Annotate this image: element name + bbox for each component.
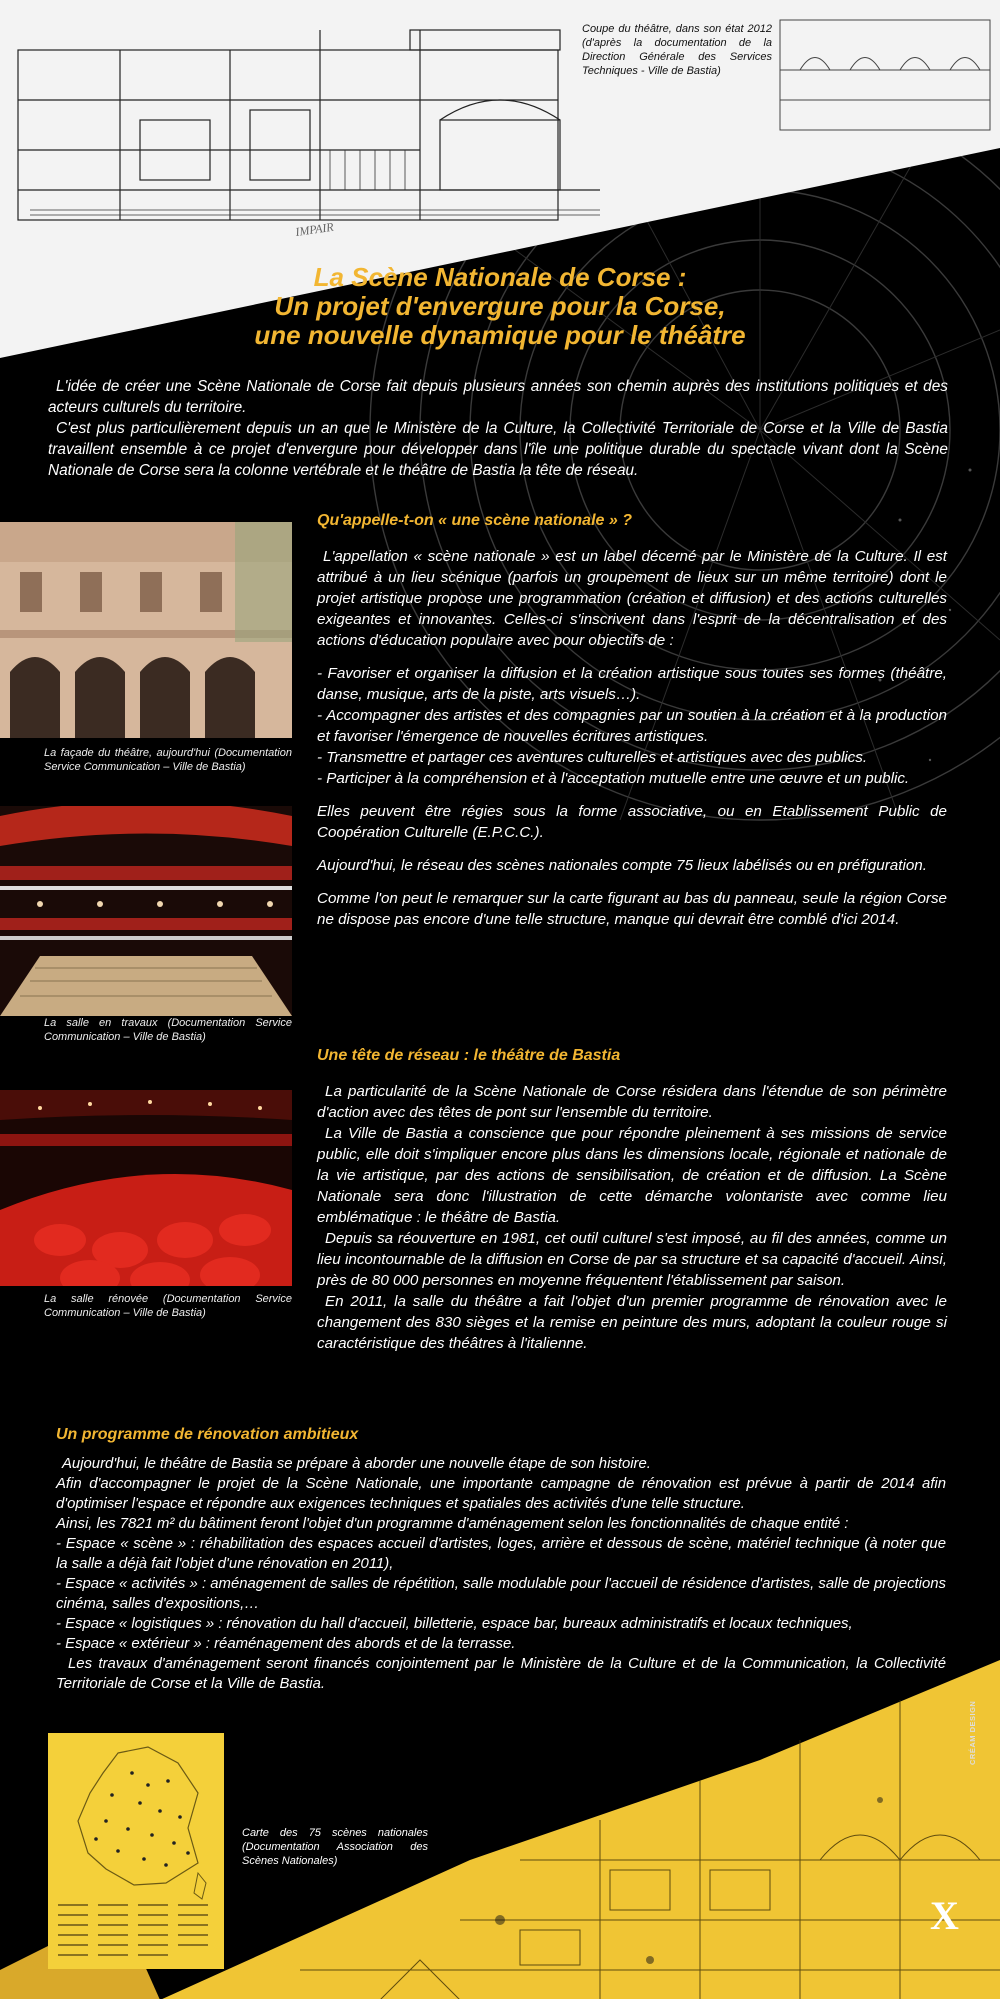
paragraph: Comme l'on peut le remarquer sur la carte figurant au bas du panneau, seule la région Corse ne dispose pas encore d'une telle structure, manque qui devrait être comblé d'ici 2014. [317,890,947,928]
section-heading-scene-nationale: Qu'appelle-t-on « une scène nationale » ? [317,512,632,529]
paragraph: La Ville de Bastia a conscience que pour répondre pleinement à ses missions de service public, elle doit s'impliquer encore plus dans les dimensions locale, régionale et nationale de la vie artistique, par des actions de sensibilisation, de création et de diffusion. La Scène Nationale sera donc l'illustration de cette démarche volontariste avec comme lieu emblématique : le théâtre de Bastia. [317,1125,947,1226]
section-tete-de-reseau-text [317,1081,947,1354]
scenes-nationales-map [48,1733,224,1969]
list-item: - Espace « scène » : réhabilitation des espaces accueil d'artistes, loges, arrière et dessous de scène, matériel technique (à noter que la salle a déjà fait l'objet d'une rénovation en 2011), [56,1536,946,1572]
list-item: - Espace « activités » : aménagement de salles de répétition, salle modulable pour l'accueil de résidence d'artistes, salle de projections cinéma, salles d'expositions,… [56,1576,946,1612]
section-heading-renovation: Un programme de rénovation ambitieux [56,1426,359,1443]
drawing-label: IMPAIR [294,219,335,239]
renovated-caption: La salle rénovée (Documentation Service Communication – Ville de Bastia) [44,1293,292,1319]
paragraph: Les travaux d'aménagement seront financés conjointement par le Ministère de la Culture et de la Communication, la Collectivité Territoriale de Corse et la Ville de Bastia. [56,1656,946,1692]
intro-paragraph-1: L'idée de créer une Scène Nationale de Corse fait depuis plusieurs années son chemin auprès des institutions politiques et des acteurs culturels du territoire. [48,378,948,416]
intro-paragraph-2: C'est plus particulièrement depuis un an que le Ministère de la Culture, la Collectivité Territoriale de Corse et la Ville de Bastia travaillent ensemble à ce projet d'envergure pour développer dans l'île une politique durable du spectacle vivant dont la Scène Nationale de Corse sera la colonne vertébrale et le théâtre de Bastia la tête de réseau. [48,420,948,479]
facade-caption: La façade du théâtre, aujourd'hui (Documentation Service Communication – Ville de Bastia) [44,747,292,773]
designer-credit: CRÉAM DESIGN [968,1700,977,1765]
title-line-2: Un projet d'envergure pour la Corse, [274,291,726,321]
bullet-item: - Accompagner des artistes et des compagnies par un soutien à la création et à la production et favoriser l'émergence de nouvelles écritures artistiques. [317,707,947,745]
list-item: - Espace « extérieur » : réaménagement des abords et de la terrasse. [56,1636,516,1652]
paragraph: Afin d'accompagner le projet de la Scène Nationale, une importante campagne de rénovation est prévue à partir de 2014 afin d'optimiser l'espace et répondre aux exigences techniques et spatiales des activités d'une telle structure. [56,1476,946,1512]
list-item: - Espace « logistiques » : rénovation du hall d'accueil, billetterie, espace bar, bureaux administratifs et locaux techniques, [56,1616,853,1632]
renovated-photo [0,1090,292,1286]
paragraph: La particularité de la Scène Nationale de Corse résidera dans l'étendue de son périmètre d'action avec des têtes de pont sur l'ensemble du territoire. [317,1083,947,1121]
section-scene-nationale-text [317,546,947,942]
paragraph: Aujourd'hui, le théâtre de Bastia se prépare à aborder une nouvelle étape de son histoire. [62,1456,651,1472]
paragraph: Elles peuvent être régies sous la forme associative, ou en Etablissement Public de Coopération Culturelle (E.P.C.C.). [317,803,947,841]
panel-number: X [930,1893,959,1938]
page-title [180,263,820,350]
paragraph: Depuis sa réouverture en 1981, cet outil culturel s'est imposé, au fil des années, comme un lieu incontournable de la diffusion en Corse de par sa structure et sa capacité d'accueil. Ainsi, près de 80 000 personnes en moyenne fréquentent l'établissement par saison. [317,1230,947,1289]
section-renovation-text [56,1454,946,1694]
title-line-3: une nouvelle dynamique pour le théâtre [254,320,746,350]
bullet-item: - Transmettre et partager ces aventures culturelles et artistiques avec des publics. [317,749,868,766]
title-line-1: La Scène Nationale de Corse : [313,262,687,292]
works-caption: La salle en travaux (Documentation Service Communication – Ville de Bastia) [44,1017,292,1043]
map-caption: Carte des 75 scènes nationales (Documentation Association des Scènes Nationales) [242,1827,428,1867]
section-heading-tete-de-reseau: Une tête de réseau : le théâtre de Bastia [317,1047,621,1064]
facade-photo [0,522,292,738]
paragraph: Ainsi, les 7821 m² du bâtiment feront l'objet d'un programme d'aménagement selon les fonctionnalités de chaque entité : [56,1516,849,1532]
drawing-caption: Coupe du théâtre, dans son état 2012 (d'après la documentation de la Direction Générale des Services Techniques - Ville de Bastia) [582,23,772,77]
works-photo [0,806,292,1016]
bullet-item: - Participer à la compréhension et à l'acceptation mutuelle entre une œuvre et un public. [317,770,910,787]
paragraph: En 2011, la salle du théâtre a fait l'objet d'un premier programme de rénovation avec le changement des 830 sièges et la remise en peinture des murs, adoptant la couleur rouge si caractéristique des théâtres à l'italienne. [317,1293,947,1352]
paragraph: L'appellation « scène nationale » est un label décerné par le Ministère de la Culture. Il est attribué à un lieu scénique (parfois un groupement de lieux sur un même territoire) dont le projet artistique propose une programmation (création et diffusion) et des actions culturelles exigeantes et innovantes. Celles-ci s'inscrivent dans l'esprit de la décentralisation et des actions d'éducation populaire avec pour objectifs de : [317,548,947,649]
intro-text [48,376,948,481]
bullet-item: - Favoriser et organiser la diffusion et la création artistique sous toutes ses formes (théâtre, danse, musique, arts de la piste, arts visuels…). [317,665,947,703]
paragraph: Aujourd'hui, le réseau des scènes nationales compte 75 lieux labélisés ou en préfiguration. [317,857,927,874]
